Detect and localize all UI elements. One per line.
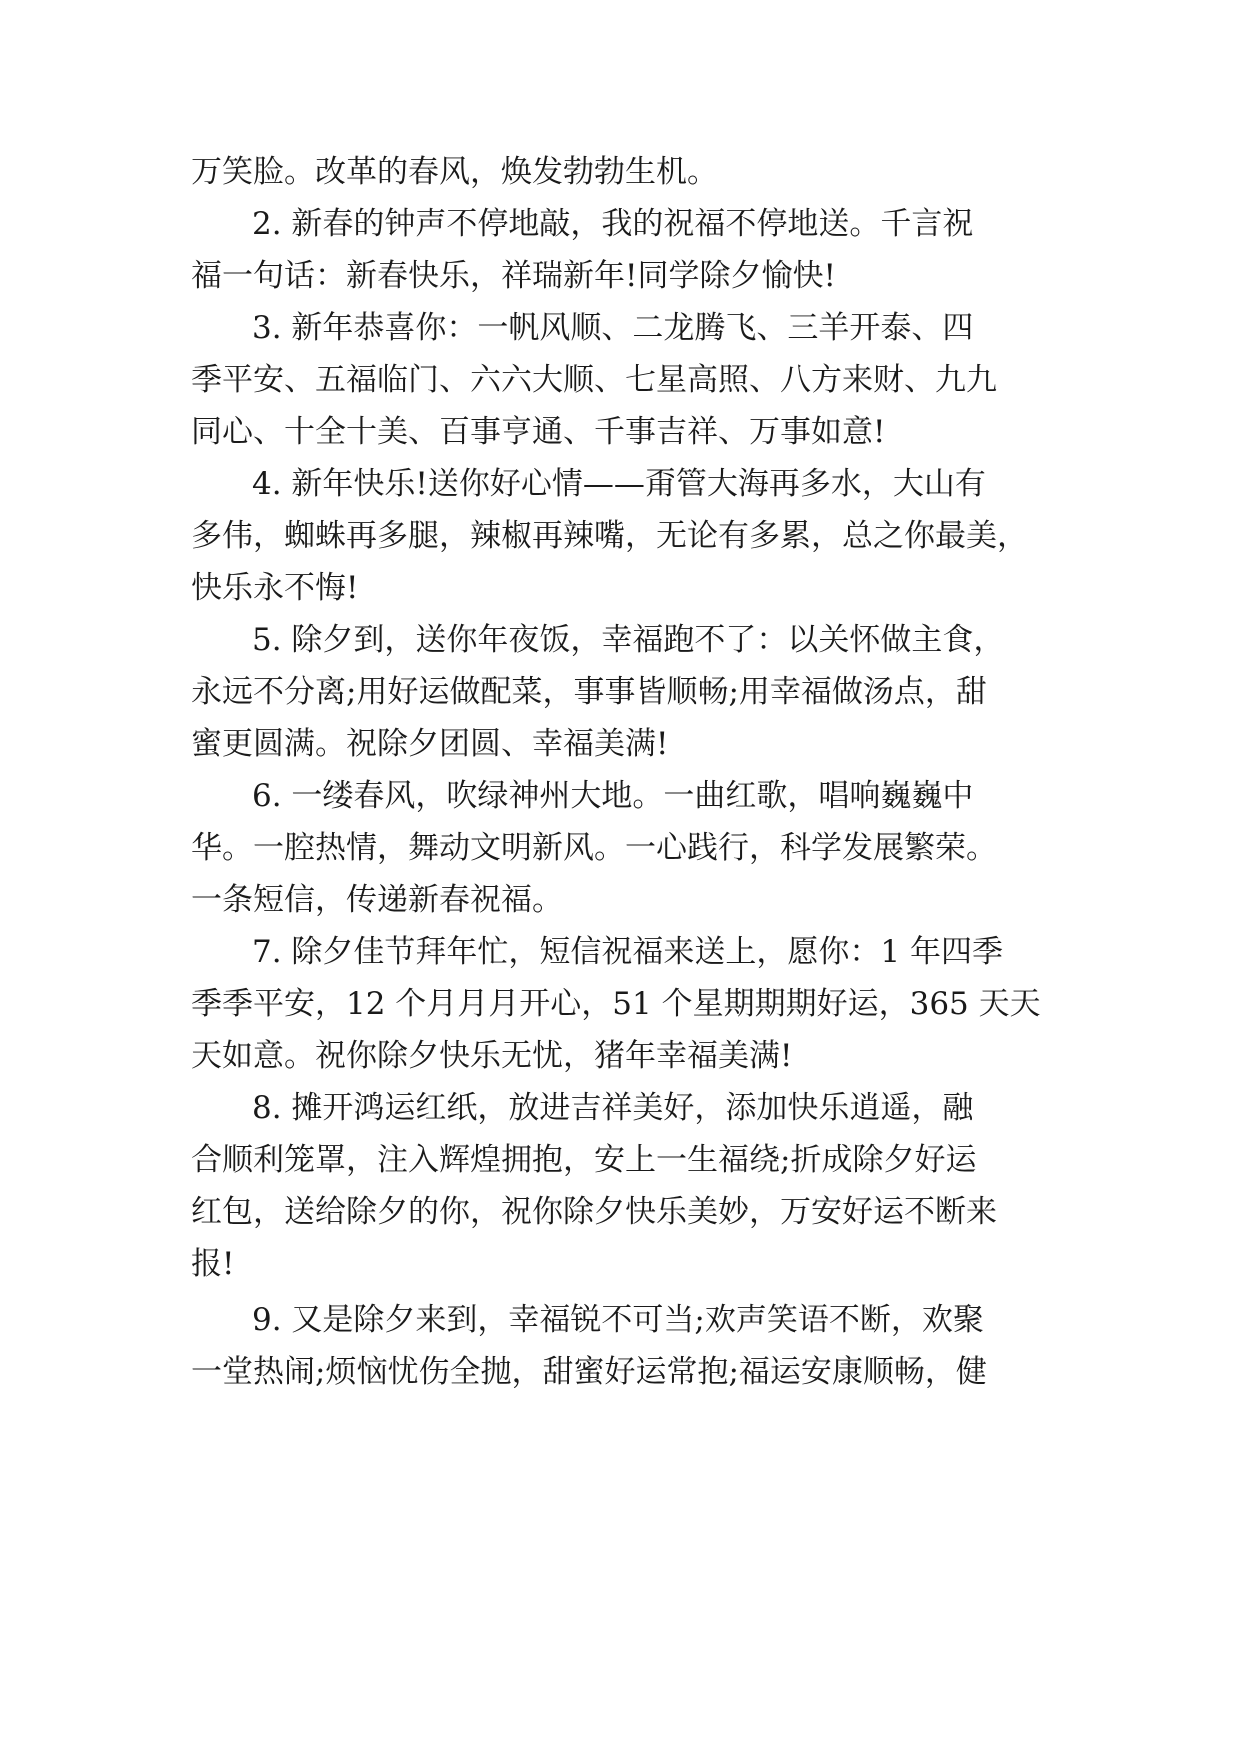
text-line: 7. 除夕佳节拜年忙，短信祝福来送上，愿你：1 年四季 — [252, 934, 1004, 970]
text-line: 快乐永不悔! — [191, 570, 359, 606]
text-line: 5. 除夕到，送你年夜饭，幸福跑不了：以关怀做主食， — [252, 622, 1005, 658]
text-line: 9. 又是除夕来到，幸福锐不可当;欢声笑语不断，欢聚 — [252, 1302, 984, 1338]
text-line: 蜜更圆满。祝除夕团圆、幸福美满! — [191, 726, 669, 762]
text-line: 3. 新年恭喜你：一帆风顺、二龙腾飞、三羊开泰、四 — [252, 310, 974, 346]
text-line: 报! — [191, 1246, 235, 1282]
text-line: 红包，送给除夕的你，祝你除夕快乐美妙，万安好运不断来 — [191, 1194, 997, 1230]
text-line: 华。一腔热情，舞动文明新风。一心践行，科学发展繁荣。 — [191, 830, 997, 866]
text-line: 一条短信，传递新春祝福。 — [191, 882, 563, 918]
text-line: 季平安、五福临门、六六大顺、七星高照、八方来财、九九 — [191, 362, 997, 398]
text-line: 天如意。祝你除夕快乐无忧，猪年幸福美满! — [191, 1038, 793, 1074]
text-line: 同心、十全十美、百事亨通、千事吉祥、万事如意! — [191, 414, 886, 450]
text-line: 季季平安，12 个月月月开心，51 个星期期期好运，365 天天 — [191, 986, 1041, 1022]
text-line: 多伟，蜘蛛再多腿，辣椒再辣嘴，无论有多累，总之你最美， — [191, 518, 1028, 554]
text-line: 6. 一缕春风，吹绿神州大地。一曲红歌，唱响巍巍中 — [252, 778, 974, 814]
text-line: 福一句话：新春快乐，祥瑞新年!同学除夕愉快! — [191, 258, 836, 294]
text-line: 永远不分离;用好运做配菜，事事皆顺畅;用幸福做汤点，甜 — [191, 674, 987, 710]
text-line: 一堂热闹;烦恼忧伤全抛，甜蜜好运常抱;福运安康顺畅，健 — [191, 1354, 987, 1390]
text-line: 4. 新年快乐!送你好心情——甭管大海再多水，大山有 — [252, 466, 986, 502]
text-line: 2. 新春的钟声不停地敲，我的祝福不停地送。千言祝 — [252, 206, 974, 242]
text-line: 合顺利笼罩，注入辉煌拥抱，安上一生福绕;折成除夕好运 — [191, 1142, 977, 1178]
text-line: 万笑脸。改革的春风，焕发勃勃生机。 — [191, 154, 718, 190]
text-line: 8. 摊开鸿运红纸，放进吉祥美好，添加快乐逍遥，融 — [252, 1090, 974, 1126]
